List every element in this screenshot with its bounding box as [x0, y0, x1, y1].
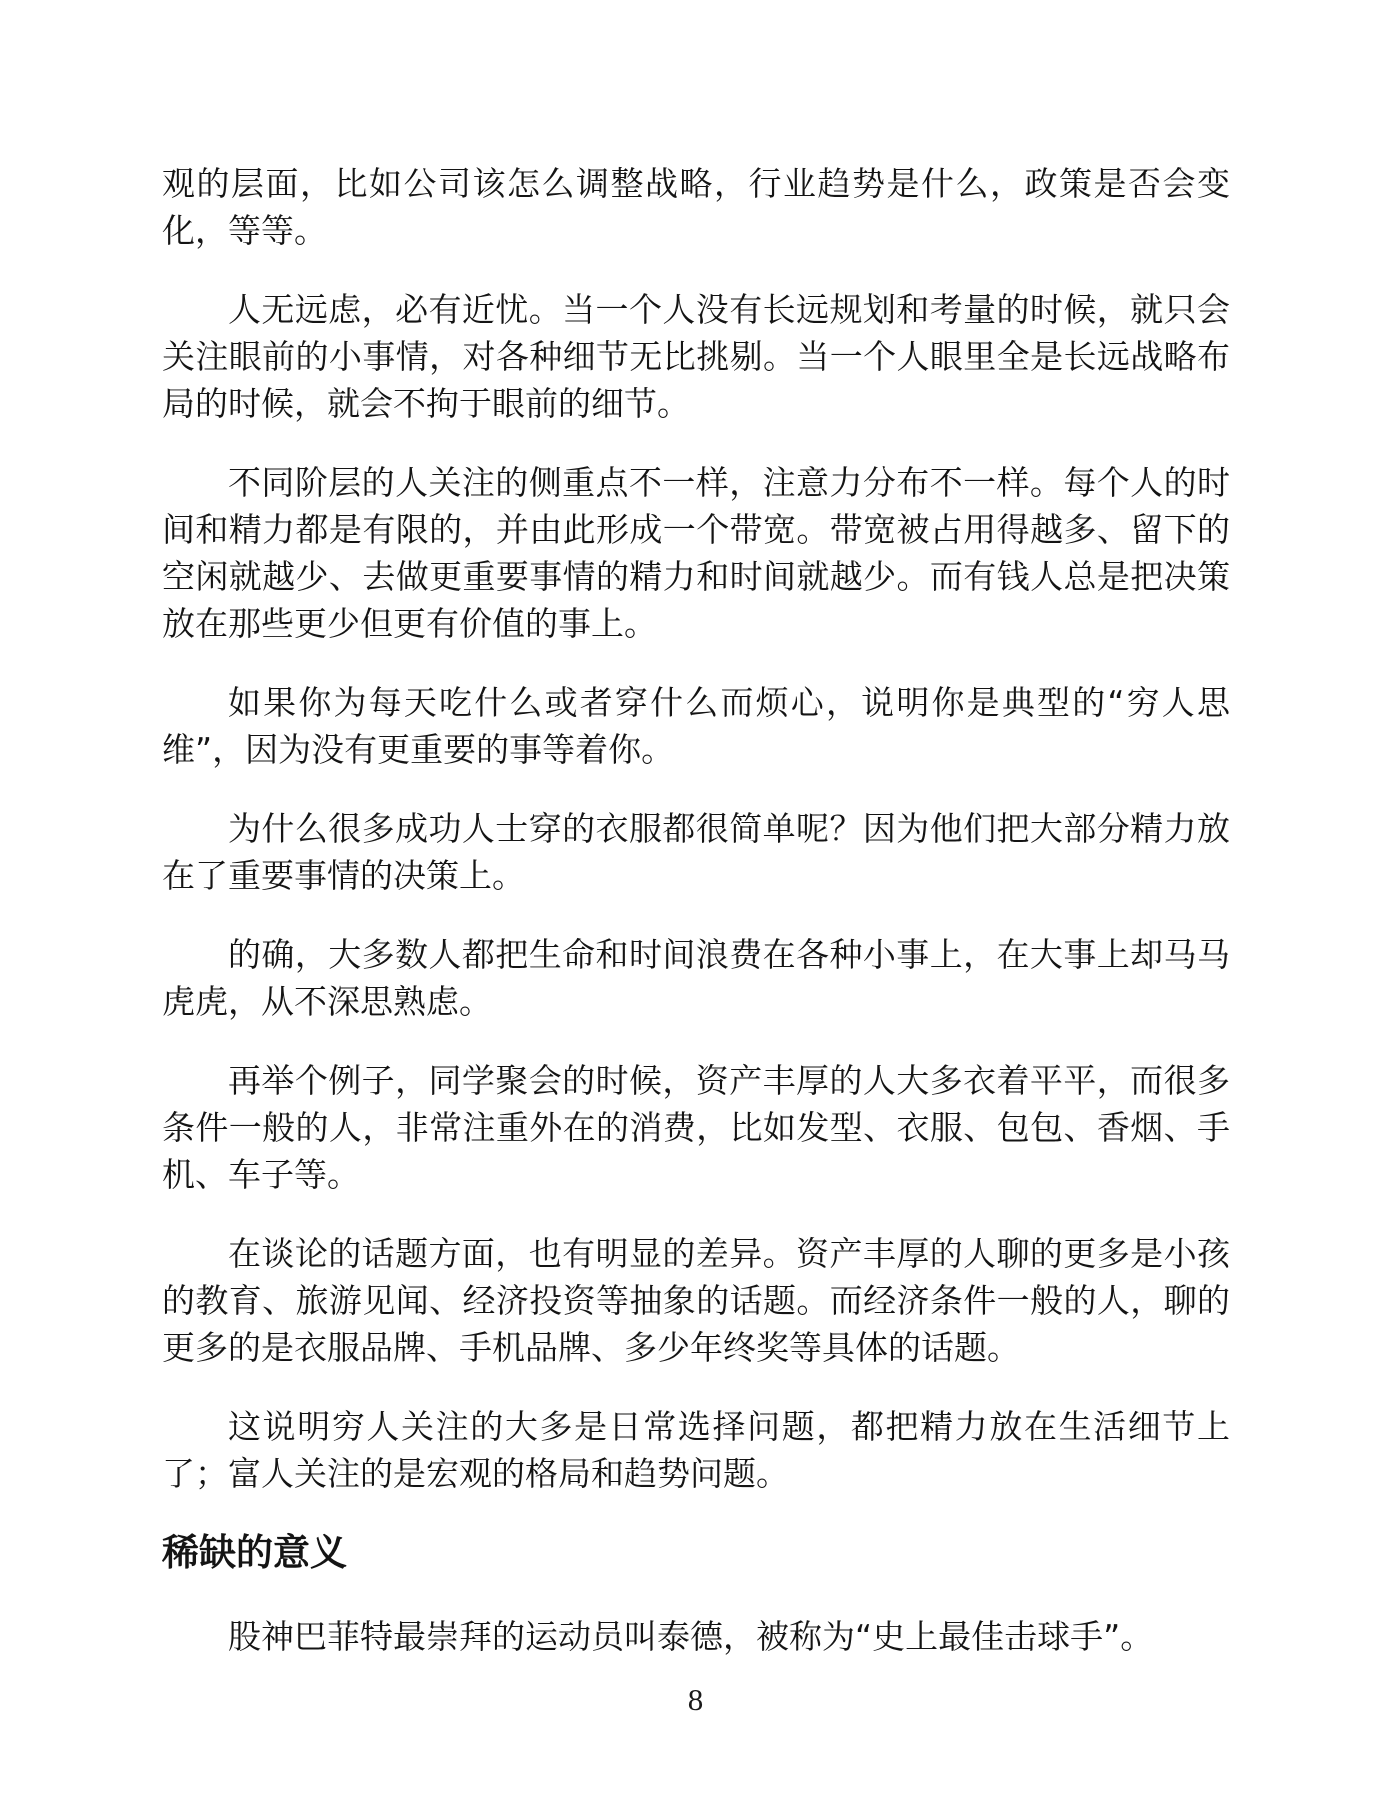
paragraph-6: 的确，大多数人都把生命和时间浪费在各种小事上，在大事上却马马虎虎，从不深思熟虑。: [162, 935, 1230, 1021]
section-heading: 稀缺的意义: [162, 1531, 347, 1574]
paragraph-1: 观的层面，比如公司该怎么调整战略，行业趋势是什么，政策是否会变化，等等。: [162, 164, 1230, 250]
paragraph-7: 再举个例子，同学聚会的时候，资产丰厚的人大多衣着平平，而很多条件一般的人，非常注重外在的消费，比如发型、衣服、包包、香烟、手机、车子等。: [162, 1061, 1230, 1194]
paragraph-after-heading: 股神巴菲特最崇拜的运动员叫泰德，被称为“史上最佳击球手”。: [228, 1617, 1154, 1656]
paragraph-3: 不同阶层的人关注的侧重点不一样，注意力分布不一样。每个人的时间和精力都是有限的，并由此形成一个带宽。带宽被占用得越多、留下的空闲就越少、去做更重要事情的精力和时间就越少。而有钱人总是把决策放在那些更少但更有价值的事上。: [162, 463, 1230, 643]
paragraph-5: 为什么很多成功人士穿的衣服都很简单呢？因为他们把大部分精力放在了重要事情的决策上。: [162, 809, 1230, 895]
paragraph-8: 在谈论的话题方面，也有明显的差异。资产丰厚的人聊的更多是小孩的教育、旅游见闻、经济投资等抽象的话题。而经济条件一般的人，聊的更多的是衣服品牌、手机品牌、多少年终奖等具体的话题。: [162, 1234, 1230, 1367]
page-body: [162, 160, 1230, 1692]
paragraph-2: 人无远虑，必有近忧。当一个人没有长远规划和考量的时候，就只会关注眼前的小事情，对各种细节无比挑剔。当一个人眼里全是长远战略布局的时候，就会不拘于眼前的细节。: [162, 290, 1230, 423]
paragraph-9: 这说明穷人关注的大多是日常选择问题，都把精力放在生活细节上了；富人关注的是宏观的格局和趋势问题。: [162, 1407, 1230, 1493]
page-number: 8: [687, 1682, 704, 1717]
paragraph-4: 如果你为每天吃什么或者穿什么而烦心，说明你是典型的“穷人思维”，因为没有更重要的事等着你。: [162, 683, 1230, 769]
